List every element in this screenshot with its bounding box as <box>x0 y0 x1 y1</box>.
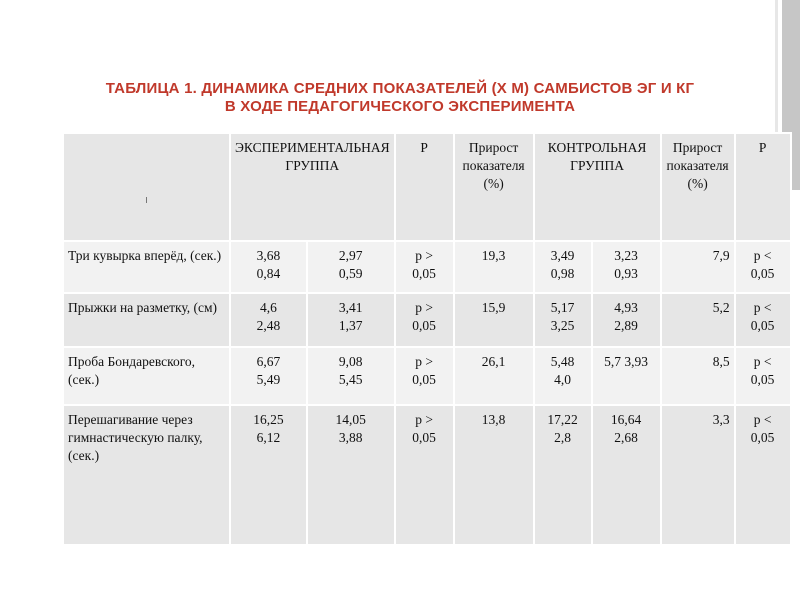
ctrl-after-cell <box>592 347 661 405</box>
p-value-cell <box>735 293 791 347</box>
gain-cell: 19,3 <box>454 241 534 293</box>
exp-before-cell <box>230 405 307 545</box>
p-value-cell <box>395 347 454 405</box>
exp-before-cell <box>230 241 307 293</box>
ctrl-after-cell <box>592 405 661 545</box>
text-cursor-mark <box>146 197 147 203</box>
mean-value: 5,17 <box>550 300 575 315</box>
ctrl-after-cell <box>592 293 661 347</box>
slide-title-line-2: В ХОДЕ ПЕДАГОГИЧЕСКОГО ЭКСПЕРИМЕНТА <box>224 98 576 115</box>
deviation-value: 2,48 <box>256 318 281 333</box>
mean-value: 4,6 <box>259 300 277 315</box>
header-gain-2: Прирост показателя (%) <box>661 133 735 241</box>
exp-after-cell <box>307 293 395 347</box>
results-table <box>62 132 792 546</box>
deviation-value: 0,59 <box>338 266 363 281</box>
mean-value: 17,22 <box>547 412 578 427</box>
exercise-name-cell: Проба Бондаревского, (сек.) <box>63 347 230 405</box>
deviation-value: 4,0 <box>554 372 572 387</box>
gain-cell: 3,3 <box>661 405 735 545</box>
header-experimental-group: ЭКСПЕРИМЕНТАЛЬНАЯ ГРУППА <box>230 133 395 241</box>
p-threshold: 0,05 <box>412 318 436 333</box>
table-row <box>63 405 791 545</box>
ctrl-after-cell <box>592 241 661 293</box>
table-row <box>63 293 791 347</box>
ctrl-before-cell <box>534 293 592 347</box>
slide-title-line-1: ТАБЛИЦА 1. ДИНАМИКА СРЕДНИХ ПОКАЗАТЕЛЕЙ (Х М) САМБИСТОВ ЭГ И КГ <box>105 80 695 97</box>
gain-cell: 15,9 <box>454 293 534 347</box>
p-threshold: 0,05 <box>750 318 775 333</box>
p-threshold: 0,05 <box>412 372 436 387</box>
mean-value: 3,23 <box>614 248 638 263</box>
exercise-name-cell: Прыжки на разметку, (см) <box>63 293 230 347</box>
exp-after-cell <box>307 347 395 405</box>
header-gain-1: Прирост показателя (%) <box>454 133 534 241</box>
gain-cell: 13,8 <box>454 405 534 545</box>
header-p-value-2: Р <box>735 133 791 241</box>
p-comparison: р < <box>753 300 772 315</box>
exp-after-cell <box>307 405 395 545</box>
p-value-cell <box>395 293 454 347</box>
gain-cell: 5,2 <box>661 293 735 347</box>
mean-value: 16,64 <box>610 412 642 427</box>
p-comparison: р > <box>415 412 433 427</box>
p-comparison: р < <box>753 248 772 263</box>
mean-value: 9,08 <box>338 354 363 369</box>
ctrl-before-cell <box>534 405 592 545</box>
mean-value: 3,68 <box>256 248 281 263</box>
table-header-row <box>63 133 791 241</box>
table-row <box>63 241 791 293</box>
mean-value: 4,93 <box>614 300 638 315</box>
slide-title <box>40 80 760 116</box>
p-comparison: р > <box>415 300 433 315</box>
deviation-value: 0,93 <box>614 266 638 281</box>
p-threshold: 0,05 <box>750 430 775 445</box>
header-p-value-1: Р <box>395 133 454 241</box>
table-row <box>63 347 791 405</box>
exp-before-cell <box>230 293 307 347</box>
ctrl-before-cell <box>534 241 592 293</box>
p-comparison: р < <box>753 412 772 427</box>
gain-cell: 7,9 <box>661 241 735 293</box>
p-comparison: р < <box>753 354 772 369</box>
deviation-value: 0,84 <box>256 266 281 281</box>
deviation-value: 2,89 <box>614 318 638 333</box>
p-value-cell <box>735 405 791 545</box>
ctrl-before-cell <box>534 347 592 405</box>
exercise-name-cell: Перешагивание через гимнастическую палку, (сек.) <box>63 405 230 545</box>
mean-value: 2,97 <box>338 248 363 263</box>
deviation-value: 1,37 <box>338 318 363 333</box>
deviation-value: 0,98 <box>550 266 575 281</box>
deviation-value: 2,68 <box>614 430 638 445</box>
exp-before-cell <box>230 347 307 405</box>
p-value-cell <box>735 347 791 405</box>
gain-cell: 26,1 <box>454 347 534 405</box>
p-threshold: 0,05 <box>750 266 775 281</box>
p-value-cell <box>395 405 454 545</box>
mean-value: 16,25 <box>253 412 284 427</box>
p-value-cell <box>735 241 791 293</box>
deviation-value: 6,12 <box>256 430 281 445</box>
gain-cell: 8,5 <box>661 347 735 405</box>
p-threshold: 0,05 <box>750 372 775 387</box>
mean-value: 3,49 <box>550 248 575 263</box>
p-threshold: 0,05 <box>412 430 436 445</box>
mean-value: 5,48 <box>550 354 575 369</box>
p-comparison: р > <box>415 354 433 369</box>
p-threshold: 0,05 <box>412 266 436 281</box>
mean-value: 6,67 <box>256 354 281 369</box>
deviation-value: 3,25 <box>550 318 575 333</box>
p-value-cell <box>395 241 454 293</box>
exercise-name-cell: Три кувырка вперёд, (сек.) <box>63 241 230 293</box>
mean-value: 3,41 <box>338 300 363 315</box>
p-comparison: р > <box>415 248 433 263</box>
header-empty-cell <box>63 133 230 241</box>
deviation-value: 5,45 <box>338 372 363 387</box>
deviation-value: 2,8 <box>554 430 572 445</box>
mean-value: 5,7 3,93 <box>604 354 649 369</box>
mean-value: 14,05 <box>335 412 366 427</box>
header-control-group: КОНТРОЛЬНАЯ ГРУППА <box>534 133 661 241</box>
exp-after-cell <box>307 241 395 293</box>
deviation-value: 5,49 <box>256 372 281 387</box>
deviation-value: 3,88 <box>338 430 363 445</box>
